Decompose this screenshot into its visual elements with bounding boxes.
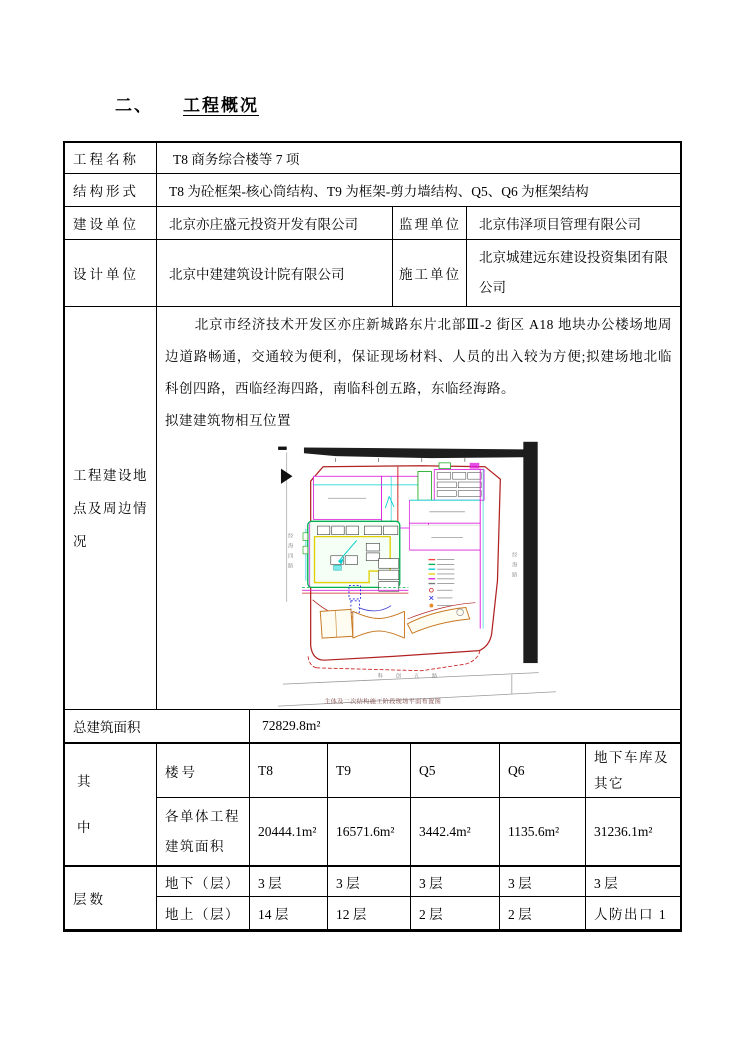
designer-label: 设计单位 xyxy=(65,240,157,306)
table-row xyxy=(65,207,680,240)
building-q6: Q6 xyxy=(500,744,586,797)
road-label-south: 科 创 五 路 xyxy=(377,673,443,680)
unit-area-t8: 20444.1m² xyxy=(250,798,328,865)
location-note: 拟建建筑物相互位置 xyxy=(165,413,291,428)
total-area-label: 总建筑面积 xyxy=(65,710,250,742)
map-legend xyxy=(428,560,454,608)
unit-area-q5: 3442.4m² xyxy=(411,798,500,865)
above-grade-t8: 14 层 xyxy=(250,897,328,929)
location-cell xyxy=(157,307,680,709)
building-number-label: 楼号 xyxy=(157,744,250,797)
project-name-value: T8 商务综合楼等 7 项 xyxy=(173,152,300,167)
above-grade-label: 地上（层） xyxy=(157,897,250,929)
project-name-label: 工程名称 xyxy=(65,143,157,173)
breakdown-group-label: 其中 xyxy=(65,744,157,865)
table-row xyxy=(65,710,680,744)
site-plan-caption: 主体及二次结构施工阶段现场平面布置图 xyxy=(324,698,442,706)
building-t8: T8 xyxy=(250,744,328,797)
section-title: 工程概况 xyxy=(183,96,259,115)
section-number: 二、 xyxy=(115,96,153,115)
above-grade-q6: 2 层 xyxy=(500,897,586,929)
unit-area-label: 各单体工程建筑面积 xyxy=(157,798,250,865)
site-plan-figure xyxy=(278,437,556,709)
below-grade-t8: 3 层 xyxy=(250,867,328,896)
building-garage: 地下车库及其它 xyxy=(594,749,669,791)
floors-subtable xyxy=(157,867,680,929)
below-grade-row xyxy=(157,867,680,897)
below-grade-q5: 3 层 xyxy=(411,867,500,896)
below-grade-t9: 3 层 xyxy=(328,867,411,896)
designer-value: 北京中建建筑设计院有限公司 xyxy=(157,240,393,306)
road-label-east: 经海路 xyxy=(510,551,517,583)
above-grade-t9: 12 层 xyxy=(328,897,411,929)
unit-area-row xyxy=(157,798,680,865)
builder-label: 建设单位 xyxy=(65,207,157,239)
breakdown-subtable xyxy=(157,744,680,865)
supervisor-value: 北京伟泽项目管理有限公司 xyxy=(479,217,641,232)
builder-value: 北京亦庄盛元投资开发有限公司 xyxy=(157,207,393,239)
above-grade-garage: 人防出口 1 xyxy=(594,907,668,922)
supervisor-label: 监理单位 xyxy=(393,207,467,239)
structure-type-value: T8 为砼框架-核心筒结构、T9 为框架-剪力墙结构、Q5、Q6 为框架结构 xyxy=(169,184,589,199)
unit-area-t9: 16571.6m² xyxy=(328,798,411,865)
road-label-west: 经海四路 xyxy=(286,532,293,573)
below-grade-q6: 3 层 xyxy=(500,867,586,896)
total-area-value: 72829.8m² xyxy=(262,718,321,733)
site-plan-map xyxy=(278,437,556,709)
structure-type-label: 结构形式 xyxy=(65,174,157,206)
above-grade-q5: 2 层 xyxy=(411,897,500,929)
table-row xyxy=(65,240,680,307)
below-grade-label: 地下（层） xyxy=(157,867,250,896)
table-row xyxy=(65,143,680,174)
table-row xyxy=(65,307,680,710)
unit-area-garage: 31236.1m² xyxy=(594,823,653,839)
above-grade-row xyxy=(157,897,680,929)
table-row-group xyxy=(65,867,680,929)
location-label: 工程建设地点及周边情况 xyxy=(65,307,157,709)
section-heading xyxy=(115,91,259,116)
project-overview-table xyxy=(63,141,682,932)
contractor-value: 北京城建远东建设投资集团有限公司 xyxy=(479,250,668,295)
location-description: 北京市经济技术开发区亦庄新城路东片北部Ⅲ-2 街区 A18 地块办公楼场地周边道路畅通，交通较为便利，保证现场材料、人员的出入较为方便;拟建场地北临科创四路，西临经海四路，南临科创五路，东临经海路。 xyxy=(165,317,672,396)
building-t9: T9 xyxy=(328,744,411,797)
below-grade-garage: 3 层 xyxy=(594,875,618,891)
unit-area-q6: 1135.6m² xyxy=(500,798,586,865)
contractor-label: 施工单位 xyxy=(393,240,467,306)
building-number-row xyxy=(157,744,680,798)
table-row-group xyxy=(65,744,680,867)
building-q5: Q5 xyxy=(411,744,500,797)
table-row xyxy=(65,174,680,207)
floors-group-label: 层数 xyxy=(65,867,157,929)
